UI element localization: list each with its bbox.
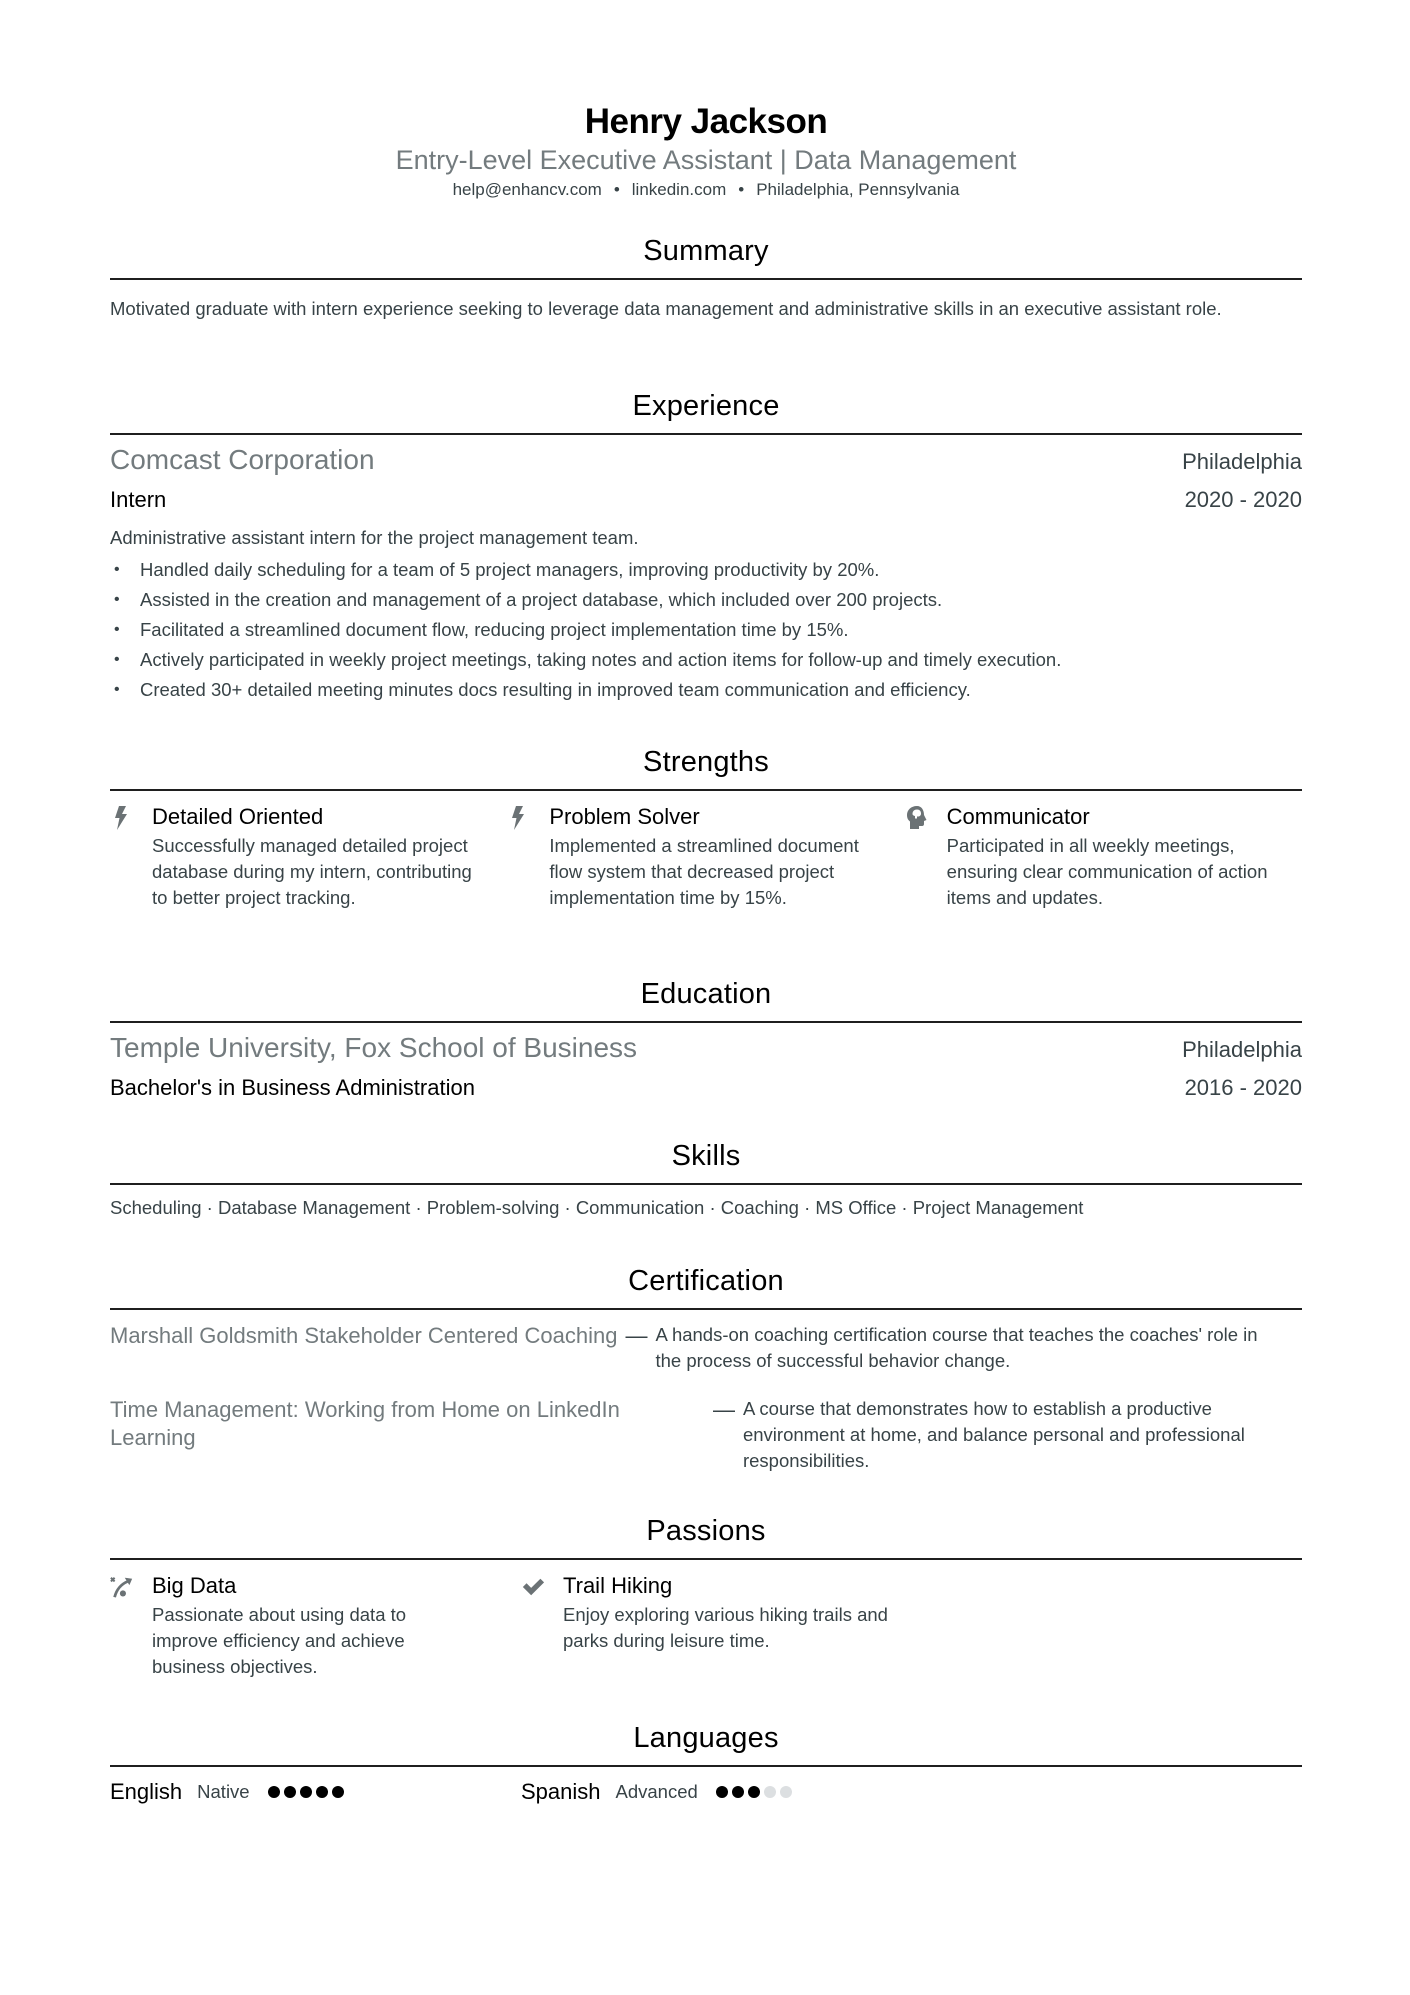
candidate-title: Entry-Level Executive Assistant | Data Management bbox=[395, 145, 1017, 175]
section-heading: Education bbox=[640, 978, 772, 1010]
strengths-grid bbox=[110, 801, 1302, 911]
dot-filled bbox=[332, 1786, 344, 1798]
company-name: Comcast Corporation bbox=[110, 444, 375, 475]
strength-text: Participated in all weekly meetings, ensuring clear communication of action items and updates. bbox=[946, 835, 1268, 908]
language-level: Advanced bbox=[615, 1781, 698, 1802]
section-heading: Certification bbox=[628, 1265, 784, 1297]
strength-title: Detailed Oriented bbox=[152, 804, 324, 829]
section-divider bbox=[110, 278, 1302, 280]
education-dates: 2016 - 2020 bbox=[1184, 1075, 1302, 1100]
section-divider bbox=[110, 789, 1302, 791]
certification-description: A course that demonstrates how to establish a productive environment at home, and balance personal and professional responsibilities. bbox=[742, 1398, 1245, 1471]
section-heading: Passions bbox=[646, 1515, 766, 1547]
dash-separator: — bbox=[625, 1323, 648, 1348]
dot-filled bbox=[748, 1786, 760, 1798]
passion-item bbox=[110, 1570, 521, 1680]
passions-section bbox=[110, 1512, 1302, 1680]
strengths-section bbox=[110, 743, 1302, 911]
job-description: Administrative assistant intern for the project management team. bbox=[110, 527, 639, 548]
strength-title: Problem Solver bbox=[549, 804, 700, 829]
language-name: English bbox=[110, 1779, 183, 1804]
list-item: • Assisted in the creation and management of a project database, which included over 200 projects. bbox=[110, 585, 1302, 615]
education-item bbox=[110, 1029, 1302, 1107]
passions-grid bbox=[110, 1570, 1302, 1680]
experience-section bbox=[110, 387, 1302, 705]
language-item bbox=[521, 1777, 932, 1807]
dot-filled bbox=[732, 1786, 744, 1798]
section-divider bbox=[110, 1183, 1302, 1185]
languages-list bbox=[110, 1777, 1302, 1807]
passion-item bbox=[521, 1570, 932, 1680]
candidate-name: Henry Jackson bbox=[584, 102, 828, 141]
school-location: Philadelphia bbox=[1182, 1037, 1302, 1062]
education-section bbox=[110, 975, 1302, 1107]
certification-item bbox=[110, 1396, 1302, 1474]
strategy-play-icon bbox=[110, 1570, 152, 1680]
separator-dot: • bbox=[738, 180, 745, 199]
job-dates: 2020 - 2020 bbox=[1184, 487, 1302, 512]
strength-item bbox=[905, 801, 1302, 911]
dot-empty bbox=[780, 1786, 792, 1798]
contact-location: Philadelphia, Pennsylvania bbox=[756, 180, 960, 199]
dot-filled bbox=[716, 1786, 728, 1798]
resume-page bbox=[110, 0, 1302, 1804]
section-divider bbox=[110, 1558, 1302, 1560]
language-name: Spanish bbox=[521, 1779, 601, 1804]
section-heading: Skills bbox=[671, 1140, 741, 1172]
job-location: Philadelphia bbox=[1182, 449, 1302, 474]
strength-title: Communicator bbox=[946, 804, 1090, 829]
section-heading: Experience bbox=[632, 390, 780, 422]
passion-text: Enjoy exploring various hiking trails and parks during leisure time. bbox=[563, 1604, 888, 1651]
proficiency-dots bbox=[268, 1786, 344, 1798]
contact-email[interactable]: help@enhancv.com bbox=[452, 180, 602, 199]
checkmark-icon bbox=[521, 1570, 563, 1680]
contact-line bbox=[110, 178, 1302, 202]
language-level: Native bbox=[197, 1781, 250, 1802]
languages-section bbox=[110, 1719, 1302, 1807]
dot-filled bbox=[284, 1786, 296, 1798]
passion-title: Big Data bbox=[152, 1573, 237, 1598]
head-brain-icon bbox=[905, 801, 947, 911]
list-item: • Created 30+ detailed meeting minutes docs resulting in improved team communication and efficiency. bbox=[110, 675, 1302, 705]
list-item: • Actively participated in weekly project meetings, taking notes and action items for follow-up and timely execution. bbox=[110, 645, 1302, 675]
passion-text: Passionate about using data to improve efficiency and achieve business objectives. bbox=[152, 1604, 407, 1677]
section-heading: Languages bbox=[633, 1722, 779, 1754]
experience-item bbox=[110, 441, 1302, 705]
summary-text: Motivated graduate with intern experience seeking to leverage data management and administrative skills in an executive assistant role. bbox=[110, 298, 1222, 319]
certification-title: Time Management: Working from Home on LinkedIn Learning bbox=[110, 1397, 620, 1450]
degree: Bachelor's in Business Administration bbox=[110, 1075, 475, 1100]
proficiency-dots bbox=[716, 1786, 792, 1798]
strength-text: Implemented a streamlined document flow system that decreased project implementation time by 15%. bbox=[549, 835, 859, 908]
section-divider bbox=[110, 1765, 1302, 1767]
list-item: • Handled daily scheduling for a team of 5 project managers, improving productivity by 20%. bbox=[110, 555, 1302, 585]
summary-section bbox=[110, 232, 1302, 324]
strength-item bbox=[507, 801, 904, 911]
dot-filled bbox=[300, 1786, 312, 1798]
contact-linkedin[interactable]: linkedin.com bbox=[631, 180, 727, 199]
separator-dot: • bbox=[613, 180, 620, 199]
language-item bbox=[110, 1777, 521, 1807]
skills-list: Scheduling · Database Management · Problem-solving · Communication · Coaching · MS Office · Project Management bbox=[110, 1197, 1084, 1218]
section-heading: Summary bbox=[643, 235, 769, 267]
dot-filled bbox=[316, 1786, 328, 1798]
section-divider bbox=[110, 1021, 1302, 1023]
job-bullets bbox=[110, 555, 1302, 705]
list-item: • Facilitated a streamlined document flow, reducing project implementation time by 15%. bbox=[110, 615, 1302, 645]
lightning-bolt-icon bbox=[110, 801, 152, 911]
job-role: Intern bbox=[110, 487, 167, 512]
strength-text: Successfully managed detailed project database during my intern, contributing to better project tracking. bbox=[152, 835, 472, 908]
passion-title: Trail Hiking bbox=[563, 1573, 673, 1598]
lightning-bolt-icon bbox=[507, 801, 549, 911]
certification-description: A hands-on coaching certification course that teaches the coaches' role in the process of successful behavior change. bbox=[655, 1324, 1258, 1371]
certification-section bbox=[110, 1262, 1302, 1474]
certification-title: Marshall Goldsmith Stakeholder Centered Coaching bbox=[110, 1323, 618, 1348]
dot-empty bbox=[764, 1786, 776, 1798]
section-heading: Strengths bbox=[643, 746, 769, 778]
dot-filled bbox=[268, 1786, 280, 1798]
section-divider bbox=[110, 433, 1302, 435]
section-divider bbox=[110, 1308, 1302, 1310]
skills-section bbox=[110, 1137, 1302, 1223]
strength-item bbox=[110, 801, 507, 911]
certification-item bbox=[110, 1322, 1302, 1374]
resume-header bbox=[110, 0, 1302, 202]
school-name: Temple University, Fox School of Business bbox=[110, 1032, 638, 1063]
dash-separator: — bbox=[712, 1397, 735, 1422]
